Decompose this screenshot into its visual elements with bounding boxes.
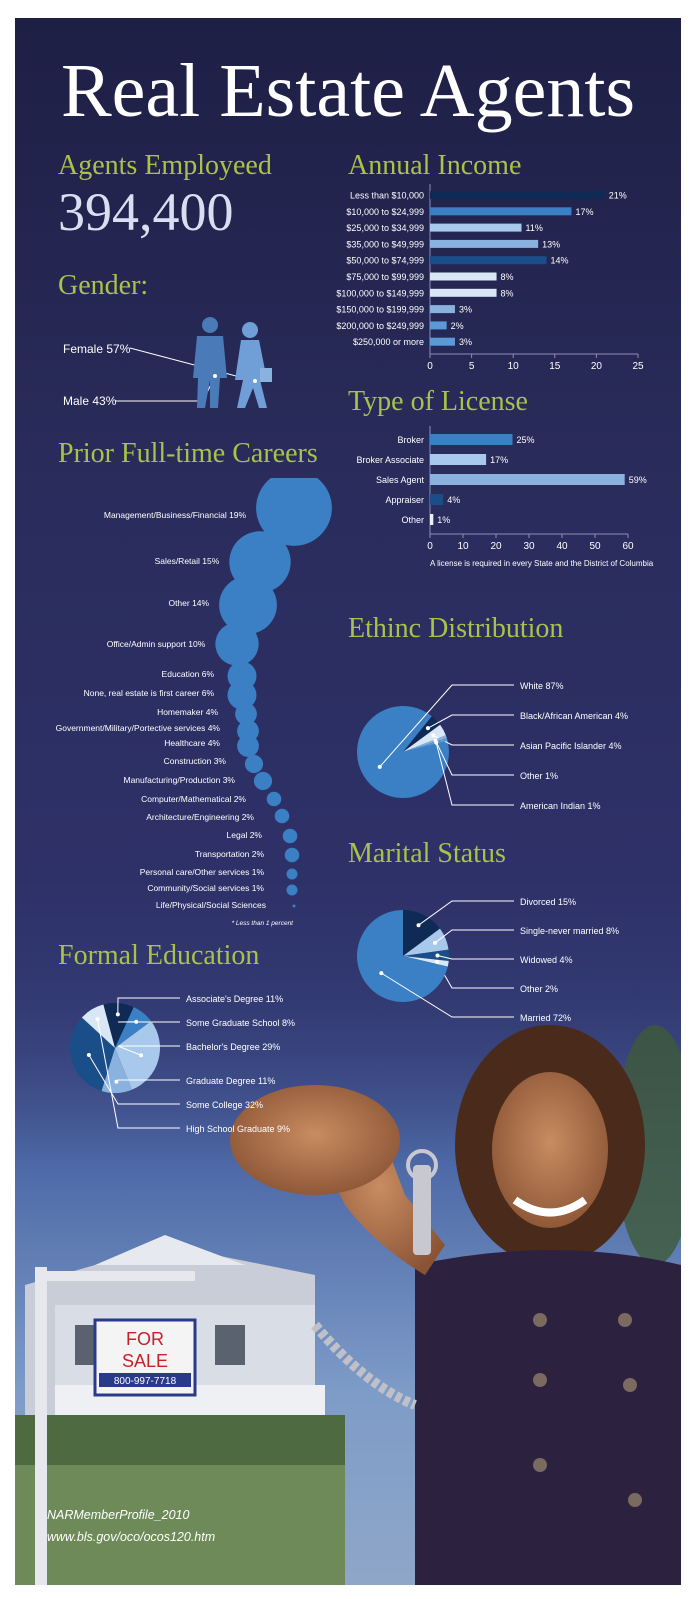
leader-dot <box>433 941 437 945</box>
career-label: Manufacturing/Production 3% <box>123 775 235 785</box>
value-label: 11% <box>525 223 543 234</box>
careers-chart <box>35 478 335 933</box>
license-heading: Type of License <box>348 386 528 417</box>
male-figure-icon <box>193 317 227 408</box>
bar <box>430 273 497 281</box>
career-label: Personal care/Other services 1% <box>139 867 264 877</box>
career-bubble <box>293 905 296 908</box>
value-label: 59% <box>628 475 647 485</box>
male-label: Male 43% <box>63 394 117 408</box>
value-label: 17% <box>490 455 509 465</box>
category-label: $200,000 to $249,999 <box>336 320 424 331</box>
leader-dot <box>116 1012 120 1016</box>
career-label: Education 6% <box>161 669 214 679</box>
gender-heading: Gender: <box>58 270 149 301</box>
category-label: $100,000 to $149,999 <box>336 288 424 299</box>
infographic-poster <box>15 18 681 1585</box>
bar <box>430 514 433 525</box>
value-label: 1% <box>437 515 451 525</box>
x-tick-label: 20 <box>590 361 602 372</box>
category-label: $50,000 to $74,999 <box>346 255 424 266</box>
leader-dot <box>379 971 383 975</box>
pie-label: American Indian 1% <box>520 801 601 811</box>
category-label: Less than $10,000 <box>349 190 424 201</box>
category-label: Broker Associate <box>356 455 424 465</box>
pie-label: Married 72% <box>520 1013 572 1023</box>
pie-label: White 87% <box>520 681 564 691</box>
sign-for-text: FOR <box>126 1329 164 1349</box>
category-label: Sales Agent <box>375 475 424 485</box>
bar <box>430 434 513 445</box>
value-label: 14% <box>550 255 569 266</box>
bar <box>430 494 443 505</box>
career-label: Other 14% <box>168 598 210 608</box>
leader-line <box>437 962 514 988</box>
sign-sale-text: SALE <box>121 1351 169 1371</box>
leader-dot <box>134 1020 138 1024</box>
gender-figures <box>55 308 355 438</box>
career-label: Healthcare 4% <box>164 738 220 748</box>
ethnic-chart <box>335 658 665 818</box>
employed-value: 394,400 <box>58 182 234 242</box>
category-label: Other <box>401 515 424 525</box>
leader-dot <box>435 960 439 964</box>
career-bubble <box>215 622 258 665</box>
value-label: 13% <box>542 239 561 250</box>
x-tick-label: 5 <box>468 361 475 372</box>
category-label: $250,000 or more <box>352 337 424 348</box>
category-label: $75,000 to $99,999 <box>346 272 424 282</box>
pie-label: High School Graduate 9% <box>186 1124 291 1134</box>
x-tick-label: 50 <box>589 541 601 552</box>
x-tick-label: 10 <box>457 541 469 552</box>
leader-dot <box>87 1053 91 1057</box>
category-label: Appraiser <box>385 495 424 505</box>
pie-label: Single-never married 8% <box>520 926 620 936</box>
career-label: Construction 3% <box>163 756 226 766</box>
career-bubble <box>254 772 272 790</box>
leader-dot <box>139 1053 143 1057</box>
x-tick-label: 10 <box>507 361 519 372</box>
bar <box>430 240 538 248</box>
female-label: Female 57% <box>63 342 131 356</box>
leader-dot <box>435 953 439 957</box>
income-chart <box>335 184 665 384</box>
career-bubble <box>283 829 298 844</box>
career-bubble <box>267 792 282 807</box>
bar <box>430 321 447 329</box>
career-bubble <box>285 848 300 863</box>
pie-label: Graduate Degree 11% <box>186 1076 276 1086</box>
x-tick-label: 30 <box>523 541 535 552</box>
bar <box>430 224 522 232</box>
bar <box>430 191 605 199</box>
x-tick-label: 15 <box>549 361 561 372</box>
value-label: 8% <box>500 272 514 282</box>
pie-label: Divorced 15% <box>520 897 577 907</box>
source-line-2: www.bls.gov/oco/ocos120.htm <box>47 1530 216 1544</box>
bar <box>430 256 546 264</box>
bar <box>430 305 455 313</box>
value-label: 17% <box>575 206 594 217</box>
careers-heading: Prior Full-time Careers <box>58 438 318 469</box>
license-note: A license is required in every State and the District of Columbia <box>430 559 654 568</box>
education-chart <box>45 978 345 1138</box>
x-tick-label: 40 <box>556 541 568 552</box>
leader-dot <box>434 741 438 745</box>
career-bubble <box>237 735 259 757</box>
x-tick-label: 25 <box>632 361 644 372</box>
career-label: Architecture/Engineering 2% <box>146 812 254 822</box>
career-label: Management/Business/Financial 19% <box>103 510 247 520</box>
leader-line <box>435 930 514 943</box>
bar <box>430 474 625 485</box>
page-title: Real Estate Agents <box>60 49 636 133</box>
career-bubble <box>275 809 290 824</box>
x-tick-label: 60 <box>622 541 634 552</box>
pie-label: Other 2% <box>520 984 559 994</box>
leader-dot <box>114 1080 118 1084</box>
marital-chart <box>335 878 665 1038</box>
career-label: Computer/Mathematical 2% <box>141 794 246 804</box>
bar <box>430 338 455 346</box>
career-label: Homemaker 4% <box>157 707 218 717</box>
x-tick-label: 20 <box>490 541 502 552</box>
category-label: $35,000 to $49,999 <box>346 239 424 250</box>
value-label: 25% <box>516 435 535 445</box>
value-label: 3% <box>458 304 472 315</box>
category-label: $150,000 to $199,999 <box>336 304 424 315</box>
value-label: 8% <box>500 288 514 299</box>
education-heading: Formal Education <box>58 940 260 971</box>
bar <box>430 289 497 297</box>
value-label: 21% <box>608 190 627 201</box>
leader-dot <box>426 726 430 730</box>
career-label: Life/Physical/Social Sciences <box>155 900 266 910</box>
income-heading: Annual Income <box>348 150 522 181</box>
pie-label: Asian Pacific Islander 4% <box>520 741 622 751</box>
career-label: Legal 2% <box>226 830 262 840</box>
career-bubble <box>287 869 298 880</box>
bar <box>430 454 486 465</box>
pie-label: Associate's Degree 11% <box>186 994 284 1004</box>
ethnic-heading: Ethinc Distribution <box>348 613 564 644</box>
career-label: Community/Social services 1% <box>147 883 264 893</box>
value-label: 2% <box>450 320 464 331</box>
career-label: Government/Military/Portective services 4% <box>55 723 220 733</box>
value-label: 3% <box>458 337 472 348</box>
x-tick-label: 0 <box>427 361 433 372</box>
leader-dot <box>417 923 421 927</box>
category-label: Broker <box>397 435 424 445</box>
careers-footnote: * Less than 1 percent <box>231 920 293 927</box>
sign-phone-text: 800-997-7718 <box>113 1376 177 1387</box>
source-line-1: NARMemberProfile_2010 <box>47 1508 190 1522</box>
pie-label: Black/African American 4% <box>520 711 629 721</box>
leader-dot <box>431 733 435 737</box>
value-label: 4% <box>447 495 461 505</box>
pie-label: Widowed 4% <box>520 955 573 965</box>
pie-label: Some College 32% <box>186 1100 264 1110</box>
leader-dot <box>378 765 382 769</box>
career-label: Transportation 2% <box>194 849 264 859</box>
category-label: $10,000 to $24,999 <box>346 206 424 217</box>
pie-label: Some Graduate School 8% <box>186 1018 296 1028</box>
license-chart <box>335 426 665 586</box>
career-bubble <box>287 885 298 896</box>
career-label: None, real estate is first career 6% <box>83 688 214 698</box>
career-label: Sales/Retail 15% <box>154 556 220 566</box>
career-label: Office/Admin support 10% <box>106 639 206 649</box>
female-figure-icon <box>235 322 272 408</box>
marital-heading: Marital Status <box>348 838 506 869</box>
pie-label: Other 1% <box>520 771 559 781</box>
category-label: $25,000 to $34,999 <box>346 223 424 234</box>
bar <box>430 207 571 215</box>
pie-label: Bachelor's Degree 29% <box>186 1042 281 1052</box>
career-bubble <box>245 755 263 773</box>
leader-dot <box>96 1017 100 1021</box>
x-tick-label: 0 <box>427 541 433 552</box>
employed-heading: Agents Employeed <box>58 150 272 181</box>
